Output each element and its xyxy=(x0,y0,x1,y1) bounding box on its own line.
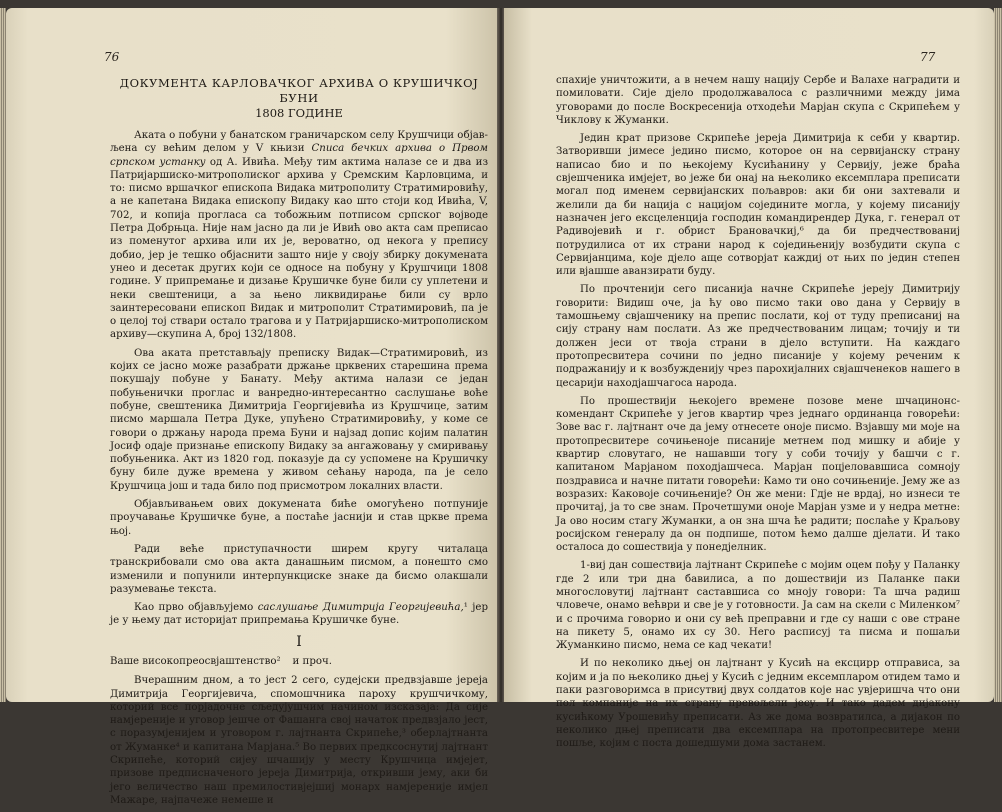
left-page xyxy=(6,8,498,806)
paragraph-5-text-b: ¹ јер је у њему дат историјат припремања Крушичке буне. xyxy=(110,602,488,627)
section-number: I xyxy=(296,633,302,650)
salutation xyxy=(110,655,488,668)
right-page-text xyxy=(556,74,960,756)
right-page-number: 77 xyxy=(920,50,936,64)
document-title: ДОКУМЕНТА КАРЛОВАЧКОГ АРХИВА О КРУШИЧКОЈ БУНИ xyxy=(119,76,479,105)
salutation-tail: и проч. xyxy=(292,655,332,667)
left-page-text xyxy=(110,70,488,812)
paragraph-5-text-a: Као прво објављујемо xyxy=(134,602,258,614)
left-page-number: 76 xyxy=(104,50,120,64)
right-paragraph-1: спахије уничтожити, а в нечем нашу нацију Сербе и Валахе наградити и помиловати. Сије дјело продолжавалоса с различними между јима уговорами до после Воскресенија отходећи Марјан скупа с Скрипећем у Чиклову к Жуманки. xyxy=(556,75,960,126)
document-title-year: 1808 ГОДИНЕ xyxy=(255,106,343,120)
paragraph-4: Ради веће приступачности ширем кругу читалаца транскрибовали смо ова акта данашњим писмом, а понешто смо изменили и попунили интерпункциске знаке да бисмо олакшали разумевање текста. xyxy=(110,543,488,595)
right-page-edges xyxy=(994,8,1002,702)
paragraph-1-italic: Списа бечких архива о Првом српском устанку xyxy=(110,143,488,168)
paragraph-5 xyxy=(110,601,488,628)
right-paragraph-2: Једин крат призове Скрипеће јереја Димитрија к себи у квартир. Затворивши јимесе једино писмо, которое он на сервијанску страну написао био и по њекојему Кусићанину у Сервију, јеже браћа свјешченика имјејет, во јеже би онај на њеколико ексемплара преписати могал под именем сервијанских пољавров: аки би они захтевали и желили да би нација с нацијом соједините могла, у којему писанију назначен јего ексцеленција господин командирендер Дука, г. генерал от Радивојевић и г. обрист Брановачкиј,⁶ да би предчествованиј потрудилиса от их страни народ к соједињенију возбудити скупа с Сервијанцима, које дјело аще сотворјат каждиј от њих по једин степен или вјашше аванзирати буду. xyxy=(556,133,960,278)
salutation-text: Ваше високопреосвјаштенство² xyxy=(110,655,281,667)
right-page xyxy=(504,8,994,750)
right-paragraph-3: По прочтенији сего писанија начне Скрипеће јереју Димитрију говорити: Видиш оче, ја ћу ово писмо таки ово дана у Сервију в тамошњему свјашченику на препис послати, кој от туду преписаниј на сију страну нам послати. Аз же предчествованим лицам; точију и ти должен јеси от твоја страни в дјело вступити. На каждаго протопресвитера сочини по једно писаније у којему реченим к подражанију и к возбужденију чрез парохијалних свјашченеков нашего в цесарији находјашчагоса народа. xyxy=(556,284,960,389)
right-paragraph-6: И по неколико дњеј он лајтнант у Кусић на ексцирр отправиса, за којим и ја по њеколико дњеј у Кусић с једним ексемпларом отидем тамо и паки разговоримса в присутвиј двух солдатов које нас увјеришча что они пол компаније на их страну превољели јесу. И тако дадем дијакону кусићкому Урошевићу преписати. Аз же дома возвратилса, а дијакон по неколико дњеј преписати два ексемплара на протопресвитере мени пошље, којим с поста дошедшуми дома застанем. xyxy=(556,658,960,750)
paragraph-6: Вчерашним дном, а то јест 2 сего, судејски предвзјавше јереја Димитрија Георгијевича, спомошчника пароху крушчичкому, которий все порјадочне сљедујушчим начином изсказаја: Да сије намјереније и уговор јешче от Фашанга свој начаток предвзјало јест, с поразумјенијем и уговором г. лајтнанта Скрипеће,³ оберлајтнанта от Жуманке⁴ и капитана Марјана.⁵ Во первих предксоснутиј лајтнант Скрипеће, которий сијеу шчашију у месту Крушчица имјејет, призове предписначеного јереја Димитрија, откривши јему, аки би јего величество наш премилостивјејшиј монарх намјереније имјел Мажаре, најпачеже немеше и xyxy=(110,675,488,806)
paragraph-5-italic: саслушање Димитрија Георгијевића, xyxy=(257,602,464,614)
paragraph-1-text-b: од А. Ивића. Међу тим актима налазе се и два из Патријаршиско-митрополиског архива у Сремским Карловцима, и то: писмо вршачког епископа Видака митрополиту Стратимировићу, а не капетана Видака епископу Видаку као што стоји код Ивића, V, 702, и копија прогласа са тобожњим потписом српског војводе Петра Добрњца. Није нам јасно да ли је Ивић ово акта сам преписао из поменутог архива или их је, вероватно, од некога у препису добио, јер је тешко објаснити зашто није у своју збирку докумената унео и десетак других који се односе на побуну у Крушчици 1808 године. У припремање и дизање Крушичке буне били су уплетени и неки свештеници, а за њено ликвидирање били су врло заинтересовани епископ Видак и митрополит Стратимировић, па је о целој тој ствари остало трагова и у Патријаршиско-митрополиском архиву—скупина А, број 132/1808. xyxy=(110,156,488,341)
right-paragraph-4: По прошествији њекојего времене позове мене шчацинонс-комендант Скрипеће у јегов квартир чрез једнаго ординанца говорећи: Зове вас г. лајтнант оче да јему отнесете оноје писмо. Взјавшу ми моје на протопресвитере сочињеноје писаније метнем под мишку и абије у квартир словутаго, не нашавши тогу у соби точију у башчи с г. капитаном Марјаном походјашчеса. Марјан поцјеловавшиса сомноју поздрависа и начне питати говорећи: Камо ти оно сочињеније. Јему же аз возразих: Каковоје сочињеније? Он же мени: Гдје не врдај, но изнеси те прочитај, ја то све знам. Прочетшуми оноје Марјан узме и у недра метне: Ја ово носим стагу Жуманки, а он зна шча ће радити; послаће у Краљову росијском генералу да он подпише, потом ћемо далше дјелати. И тако осталоса до сошествија у понедјелник. xyxy=(556,395,960,554)
paragraph-2: Ова аката претстављају преписку Видак—Стратимировић, из којих се јасно може разабрати држање црквених старешина према покушају побуне у Банату. Међу актима налази се један побуњенички проглас и ванредно-интересантно саслушање воће побуне, свештеника Димитрија Георгијевића из Крушчице, затим писмо маршала Петра Дуке, упућено Стратимировићу, у коме се говори о држању народа према Буни и најзад допис којим палатин Јосиф одаје признање епископу Видаку за ангажовању у смиривању побуњеника. Акт из 1820 год. показује да су успомене на Крушичку буну биле дуже времена у живом сећању народа, па је село Крушчица још и тада било под присмотром локалних власти. xyxy=(110,347,488,492)
paragraph-1-text-a: Аката о побуни у банатском граничарском селу Крушчици објав-љена су већим делом у V књизи xyxy=(110,130,488,155)
paragraph-1 xyxy=(110,129,488,342)
paragraph-3: Објављивањем ових докумената биће омогућено потпуније проучавање Крушичке буне, а постаће јаснији и став цркве према њој. xyxy=(110,499,488,537)
right-paragraph-5: 1-виј дан сошествија лајтнант Скрипеће с мојим оцем пођу у Паланку где 2 или три дна бавилиса, а по дошествији из Паланке паки многословутиј лајтнант саставшиса со мноју говори: Та шча радиш чловече, онамо већври и све је у готовности. Ја сам на скели с Миленком⁷ и с прочима говорио и они су већ преправни и где су наши с ове стране на пикету 5, онамо их су 30. Него расписуј та писма и пошаљи Жуманкино писмо, нема се кад чекати! xyxy=(556,560,960,652)
